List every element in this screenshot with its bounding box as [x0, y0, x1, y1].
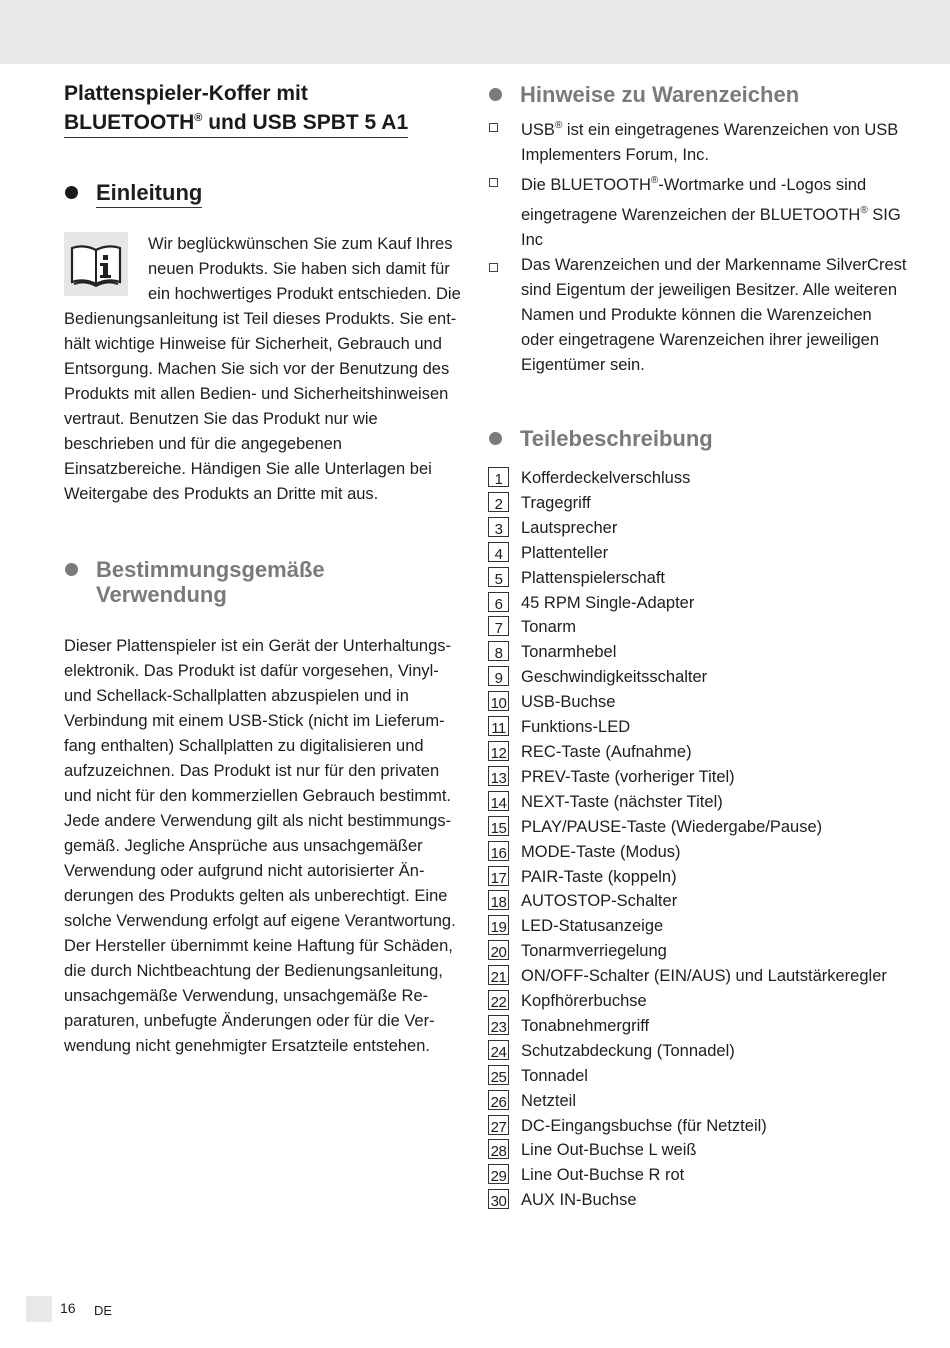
part-number: 15	[488, 816, 509, 836]
part-label: Kopfhörerbuchse	[521, 992, 647, 1011]
list-item	[488, 1138, 908, 1163]
part-number: 20	[488, 940, 509, 960]
part-number: 30	[488, 1189, 509, 1209]
part-label: Tonabnehmergriff	[521, 1016, 650, 1035]
parts-list	[488, 466, 908, 1213]
part-number: 14	[488, 791, 509, 811]
list-item	[488, 865, 908, 890]
list-item: USB® ist ein eingetragenes Warenzeichen von USB Implementers Forum, Inc.	[488, 113, 908, 168]
part-number: 8	[488, 641, 509, 661]
part-label: Tonnadel	[521, 1066, 588, 1085]
registered-mark: ®	[194, 112, 203, 124]
heading-bullet-icon	[489, 88, 502, 101]
list-item: Das Warenzeichen und der Markenname SilverCrest sind Eigentum der jeweiligen Besitzer. Alle weiteren Namen und Produkte können die Warenzeichen oder eingetragene Warenzeichen ihrer jeweiligen Eigentümer sein.	[488, 253, 908, 378]
list-item	[488, 740, 908, 765]
right-column	[488, 78, 908, 1213]
part-number: 12	[488, 741, 509, 761]
part-number: 24	[488, 1040, 509, 1060]
heading-bullet-icon	[65, 563, 78, 576]
part-label: AUX IN-Buchse	[521, 1191, 637, 1210]
title-line-1: Plattenspieler-Koffer mit	[64, 82, 308, 105]
list-item	[488, 690, 908, 715]
list-item	[488, 765, 908, 790]
list-item	[488, 466, 908, 491]
part-number: 25	[488, 1065, 509, 1085]
list-item	[488, 640, 908, 665]
part-label: ON/OFF-Schalter (EIN/AUS) und Lautstärkeregler	[521, 967, 887, 986]
part-number: 29	[488, 1164, 509, 1184]
list-item	[488, 914, 908, 939]
part-number: 5	[488, 567, 509, 587]
footer-marker	[26, 1296, 52, 1322]
part-number: 19	[488, 915, 509, 935]
part-label: Funktions-LED	[521, 718, 631, 737]
part-number: 9	[488, 666, 509, 686]
part-number: 7	[488, 616, 509, 636]
list-item	[488, 790, 908, 815]
list-item	[488, 1039, 908, 1064]
square-bullet-icon	[489, 178, 498, 187]
part-number: 28	[488, 1139, 509, 1159]
part-number: 1	[488, 467, 509, 487]
list-item: Die BLUETOOTH®-Wortmarke und -Logos sind eingetragene Warenzeichen der BLUETOOTH® SIG Inc	[488, 168, 908, 253]
title-line-2a: BLUETOOTH	[64, 111, 195, 134]
part-label: Line Out-Buchse L weiß	[521, 1141, 697, 1160]
list-item	[488, 1014, 908, 1039]
part-number: 16	[488, 841, 509, 861]
intro-section	[64, 232, 462, 507]
list-item	[488, 1064, 908, 1089]
heading-bullet-icon	[65, 186, 78, 199]
part-label: NEXT-Taste (nächster Titel)	[521, 792, 723, 811]
part-number: 26	[488, 1090, 509, 1110]
part-label: Plattenteller	[521, 543, 609, 562]
list-item	[488, 939, 908, 964]
page-number: 16	[60, 1300, 76, 1316]
part-number: 4	[488, 542, 509, 562]
list-item	[488, 715, 908, 740]
language-code: DE	[94, 1303, 113, 1318]
part-label: PAIR-Taste (koppeln)	[521, 867, 677, 886]
list-item	[488, 1089, 908, 1114]
part-label: Geschwindigkeitsschalter	[521, 668, 708, 687]
part-number: 3	[488, 517, 509, 537]
part-number: 21	[488, 965, 509, 985]
header-band	[0, 0, 950, 64]
part-label: Tonarmverriegelung	[521, 942, 667, 961]
part-number: 22	[488, 990, 509, 1010]
parts-heading: Teilebeschreibung	[488, 426, 908, 451]
part-number: 27	[488, 1115, 509, 1135]
part-number: 11	[488, 716, 509, 736]
list-item	[488, 516, 908, 541]
part-number: 6	[488, 592, 509, 612]
list-item	[488, 615, 908, 640]
part-label: MODE-Taste (Modus)	[521, 842, 681, 861]
list-item	[488, 1114, 908, 1139]
part-label: Plattenspielerschaft	[521, 568, 665, 587]
part-label: Tonarm	[521, 618, 577, 637]
part-number: 23	[488, 1015, 509, 1035]
part-label: DC-Eingangsbuchse (für Netzteil)	[521, 1116, 767, 1135]
part-label: LED-Statusanzeige	[521, 917, 664, 936]
left-column	[64, 78, 462, 1059]
part-label: Tonarmhebel	[521, 643, 617, 662]
intended-use-heading: Bestimmungsgemäße Verwendung	[64, 557, 462, 607]
part-label: PREV-Taste (vorheriger Titel)	[521, 767, 735, 786]
list-item	[488, 491, 908, 516]
part-label: AUTOSTOP-Schalter	[521, 892, 678, 911]
heading-bullet-icon	[489, 432, 502, 445]
list-item	[488, 591, 908, 616]
part-label: Netzteil	[521, 1091, 577, 1110]
part-label: Kofferdeckelverschluss	[521, 469, 691, 487]
list-item	[488, 989, 908, 1014]
part-label: Line Out-Buchse R rot	[521, 1166, 685, 1185]
trademarks-list	[488, 113, 908, 378]
part-label: 45 RPM Single-Adapter	[521, 593, 695, 612]
part-number: 2	[488, 492, 509, 512]
part-label: USB-Buchse	[521, 693, 616, 712]
list-item	[488, 964, 908, 989]
part-label: Lautsprecher	[521, 518, 618, 537]
document-title	[64, 82, 408, 138]
list-item	[488, 1163, 908, 1188]
square-bullet-icon	[489, 123, 498, 132]
part-number: 13	[488, 766, 509, 786]
list-item	[488, 1188, 908, 1213]
list-item	[488, 840, 908, 865]
trademarks-heading: Hinweise zu Warenzeichen	[488, 82, 908, 107]
intended-use-text: Dieser Plattenspieler ist ein Gerät der Unterhaltungselektronik. Das Produkt ist dafür vorgesehen, Vinyl- und Schellack-Schallplatten abzuspielen und in Verbindung mit einem USB-Stick (nicht im Lieferumfang enthalten) Schallplatten zu digitalisieren und aufzuzeichnen. Das Produkt ist nur für den privaten und nicht für den kommerziellen Gebrauch bestimmt. Jede andere Verwendung gilt als nicht bestimmungsgemäß. Jegliche Ansprüche aus unsachgemäßer Verwendung oder aufgrund nicht autorisierter Änderungen des Produkts gelten als unberechtigt. Eine solche Verwendung erfolgt auf eigene Verantwortung. Der Hersteller übernimmt keine Haftung für Schäden, die durch Nichtbeachtung der Bedienungsanleitung, unsachgemäße Verwendung, unsachgemäße Reparaturen, unbefugte Änderungen oder für die Verwendung nicht genehmigter Ersatzteile entstehen.	[64, 637, 456, 1055]
part-number: 10	[488, 691, 509, 711]
manual-info-icon	[64, 232, 128, 296]
part-number: 17	[488, 866, 509, 886]
part-label: Schutzabdeckung (Tonnadel)	[521, 1041, 735, 1060]
part-label: Tragegriff	[521, 493, 591, 512]
list-item	[488, 889, 908, 914]
list-item	[488, 541, 908, 566]
part-label: PLAY/PAUSE-Taste (Wiedergabe/Pause)	[521, 817, 823, 836]
intro-heading: Einleitung	[64, 180, 462, 208]
part-number: 18	[488, 890, 509, 910]
list-item	[488, 665, 908, 690]
intro-text: Wir beglückwünschen Sie zum Kauf Ihres neuen Produkts. Sie haben sich damit für ein hochwertiges Produkt entschieden. Die Bedienungsanleitung ist Teil dieses Produkts. Sie enthält wichtige Hinweise für Sicherheit, Gebrauch und Entsorgung. Machen Sie sich vor der Benutzung des Produkts mit allen Bedien- und Sicherheitshinweisen vertraut. Benutzen Sie das Produkt nur wie beschrieben und für die angegebenen Einsatzbereiche. Händigen Sie alle Unterlagen bei Weitergabe des Produkts an Dritte mit aus.	[64, 235, 461, 503]
list-item	[488, 566, 908, 591]
title-line-2b: und USB SPBT 5 A1	[202, 111, 409, 134]
list-item	[488, 815, 908, 840]
square-bullet-icon	[489, 263, 498, 272]
part-label: REC-Taste (Aufnahme)	[521, 742, 692, 761]
